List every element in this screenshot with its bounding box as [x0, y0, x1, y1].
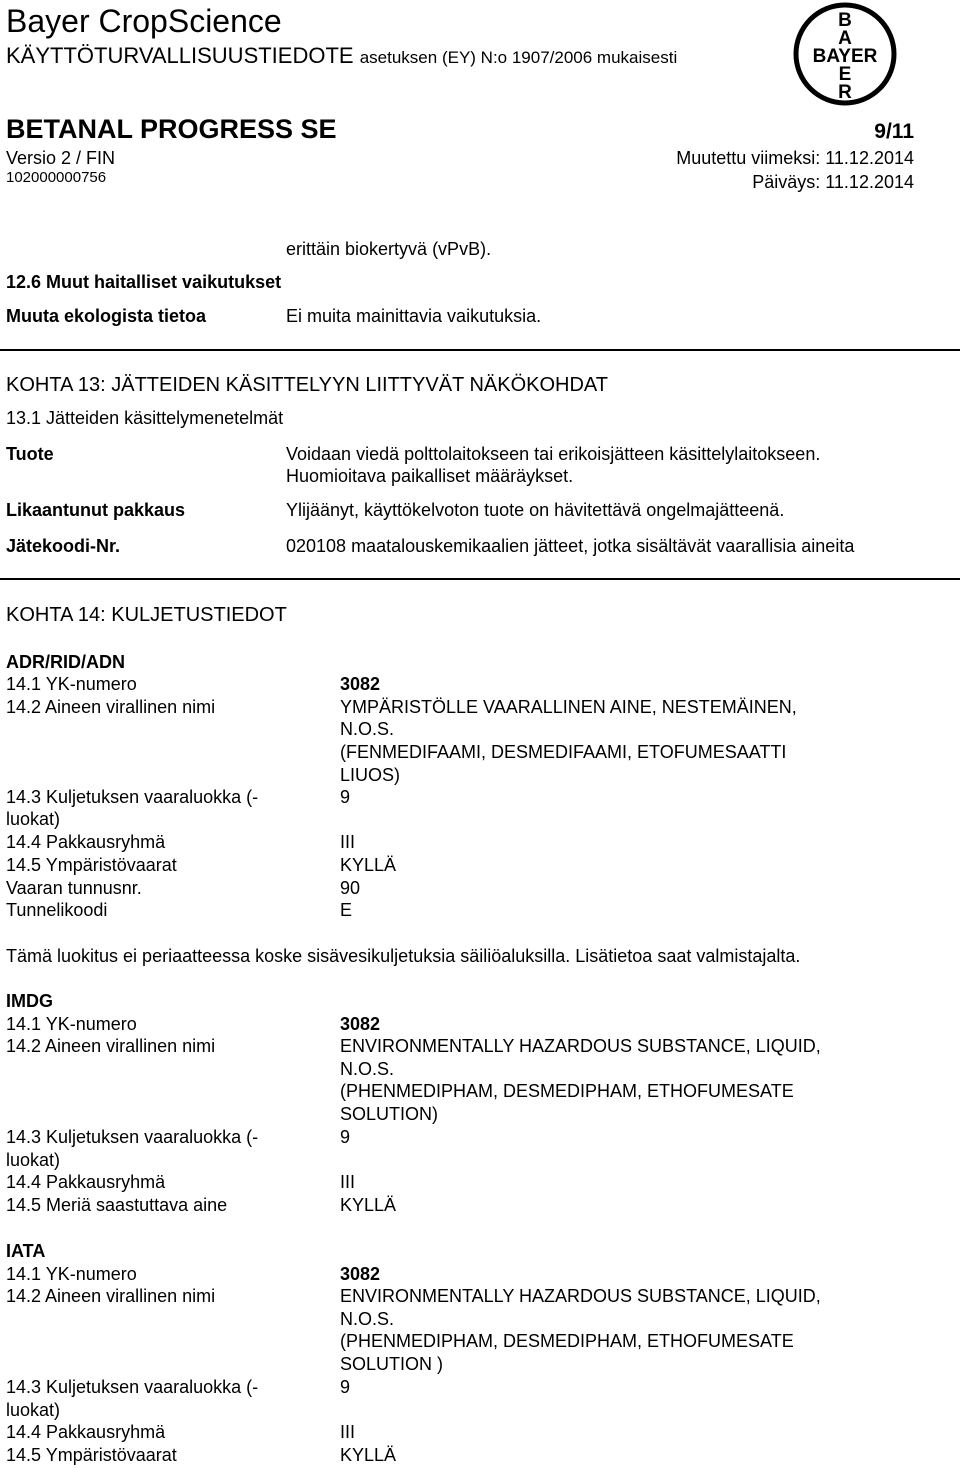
iata-name-line: ENVIRONMENTALLY HAZARDOUS SUBSTANCE, LIQUID, — [340, 1286, 821, 1306]
company-name: Bayer CropScience — [6, 3, 282, 39]
regulation-text: asetuksen (EY) N:o 1907/2006 mukaisesti — [359, 48, 678, 67]
iata-heading: IATA — [6, 1241, 46, 1261]
section-divider — [0, 349, 960, 351]
adr-un-label: 14.1 YK-numero — [6, 674, 137, 694]
waste-code-label: Jätekoodi-Nr. — [6, 536, 121, 556]
imdg-class-value: 9 — [340, 1127, 351, 1147]
issue-date: Päiväys: 11.12.2014 — [752, 172, 914, 192]
imdg-un-value: 3082 — [340, 1014, 381, 1034]
iata-class-value: 9 — [340, 1377, 351, 1397]
adr-class-value: 9 — [340, 787, 351, 807]
logo-letter: E — [838, 64, 852, 85]
adr-hazard-label: Vaaran tunnusnr. — [6, 878, 142, 898]
adr-pg-label: 14.4 Pakkausryhmä — [6, 832, 166, 852]
document-type — [6, 42, 677, 72]
adr-name-line: YMPÄRISTÖLLE VAARALLINEN AINE, NESTEMÄINEN, — [340, 697, 797, 717]
iata-class-label-cont: luokat) — [6, 1400, 61, 1420]
adr-tunnel-value: E — [340, 900, 353, 920]
imdg-class-label: 14.3 Kuljetuksen vaaraluokka (- — [6, 1127, 259, 1147]
section-12-6-title: 12.6 Muut haitalliset vaikutukset — [6, 272, 282, 292]
product-disposal-line: Huomioitava paikalliset määräykset. — [286, 466, 574, 486]
iata-env-label: 14.5 Ympäristövaarat — [6, 1445, 177, 1465]
imdg-pg-value: III — [340, 1172, 356, 1192]
imdg-marine-value: KYLLÄ — [340, 1195, 397, 1215]
adr-name-line: N.O.S. — [340, 719, 395, 739]
eco-info-label: Muuta ekologista tietoa — [6, 306, 207, 326]
adr-env-value: KYLLÄ — [340, 855, 397, 875]
adr-class-label-cont: luokat) — [6, 809, 61, 829]
iata-un-label: 14.1 YK-numero — [6, 1264, 137, 1284]
section-13-1-title: 13.1 Jätteiden käsittelymenetelmät — [6, 408, 284, 428]
revised-date: Muutettu viimeksi: 11.12.2014 — [676, 148, 914, 168]
product-disposal-line: Voidaan viedä polttolaitokseen tai erikoisjätteen käsittelylaitokseen. — [286, 444, 821, 464]
imdg-pg-label: 14.4 Pakkausryhmä — [6, 1172, 166, 1192]
contaminated-packaging-label: Likaantunut pakkaus — [6, 500, 186, 520]
logo-letter: B — [838, 10, 852, 31]
iata-class-label: 14.3 Kuljetuksen vaaraluokka (- — [6, 1377, 259, 1397]
section12-continued-text: erittäin biokertyvä (vPvB). — [286, 239, 492, 259]
iata-name-line: N.O.S. — [340, 1309, 395, 1329]
imdg-name-line: SOLUTION) — [340, 1104, 439, 1124]
bayer-cross-logo — [793, 2, 897, 106]
section-14-title: KOHTA 14: KULJETUSTIEDOT — [6, 604, 287, 626]
adr-pg-value: III — [340, 832, 356, 852]
imdg-un-label: 14.1 YK-numero — [6, 1014, 137, 1034]
adr-class-label: 14.3 Kuljetuksen vaaraluokka (- — [6, 787, 259, 807]
adr-name-line: LIUOS) — [340, 765, 401, 785]
iata-env-value: KYLLÄ — [340, 1445, 397, 1465]
adr-heading: ADR/RID/ADN — [6, 652, 125, 672]
imdg-class-label-cont: luokat) — [6, 1150, 61, 1170]
adr-un-value: 3082 — [340, 674, 381, 694]
contaminated-packaging-value: Ylijäänyt, käyttökelvoton tuote on hävitettävä ongelmajätteenä. — [286, 500, 785, 520]
product-name: BETANAL PROGRESS SE — [6, 114, 337, 144]
section-13-title: KOHTA 13: JÄTTEIDEN KÄSITTELYYN LIITTYVÄT NÄKÖKOHDAT — [6, 374, 608, 396]
logo-letter: R — [838, 82, 852, 103]
imdg-name-line: N.O.S. — [340, 1059, 395, 1079]
doc-type-title: KÄYTTÖTURVALLISUUSTIEDOTE — [6, 43, 354, 68]
version: Versio 2 / FIN — [6, 148, 116, 168]
imdg-heading: IMDG — [6, 991, 53, 1011]
adr-env-label: 14.5 Ympäristövaarat — [6, 855, 177, 875]
iata-un-value: 3082 — [340, 1264, 381, 1284]
adr-note: Tämä luokitus ei periaatteessa koske sisävesikuljetuksia säiliöaluksilla. Lisätietoa saat valmistajalta. — [6, 946, 801, 966]
adr-name-label: 14.2 Aineen virallinen nimi — [6, 697, 216, 717]
page-number: 9/11 — [874, 120, 914, 143]
eco-info-value: Ei muita mainittavia vaikutuksia. — [286, 306, 542, 326]
product-disposal-label: Tuote — [6, 444, 54, 464]
imdg-name-label: 14.2 Aineen virallinen nimi — [6, 1036, 216, 1056]
document-id: 102000000756 — [6, 169, 107, 186]
iata-name-line: SOLUTION ) — [340, 1354, 444, 1374]
iata-pg-label: 14.4 Pakkausryhmä — [6, 1422, 166, 1442]
logo-letter: BAYER — [812, 46, 878, 67]
adr-tunnel-label: Tunnelikoodi — [6, 900, 108, 920]
iata-pg-value: III — [340, 1422, 356, 1442]
waste-code-value: 020108 maatalouskemikaalien jätteet, jotka sisältävät vaarallisia aineita — [286, 536, 855, 556]
adr-hazard-value: 90 — [340, 878, 361, 898]
imdg-name-line: (PHENMEDIPHAM, DESMEDIPHAM, ETHOFUMESATE — [340, 1081, 794, 1101]
iata-name-label: 14.2 Aineen virallinen nimi — [6, 1286, 216, 1306]
imdg-name-line: ENVIRONMENTALLY HAZARDOUS SUBSTANCE, LIQUID, — [340, 1036, 821, 1056]
adr-name-line: (FENMEDIFAAMI, DESMEDIFAAMI, ETOFUMESAATTI — [340, 742, 787, 762]
logo-letter: A — [838, 28, 852, 49]
imdg-marine-label: 14.5 Meriä saastuttava aine — [6, 1195, 228, 1215]
iata-name-line: (PHENMEDIPHAM, DESMEDIPHAM, ETHOFUMESATE — [340, 1331, 794, 1351]
section-divider — [0, 578, 960, 580]
